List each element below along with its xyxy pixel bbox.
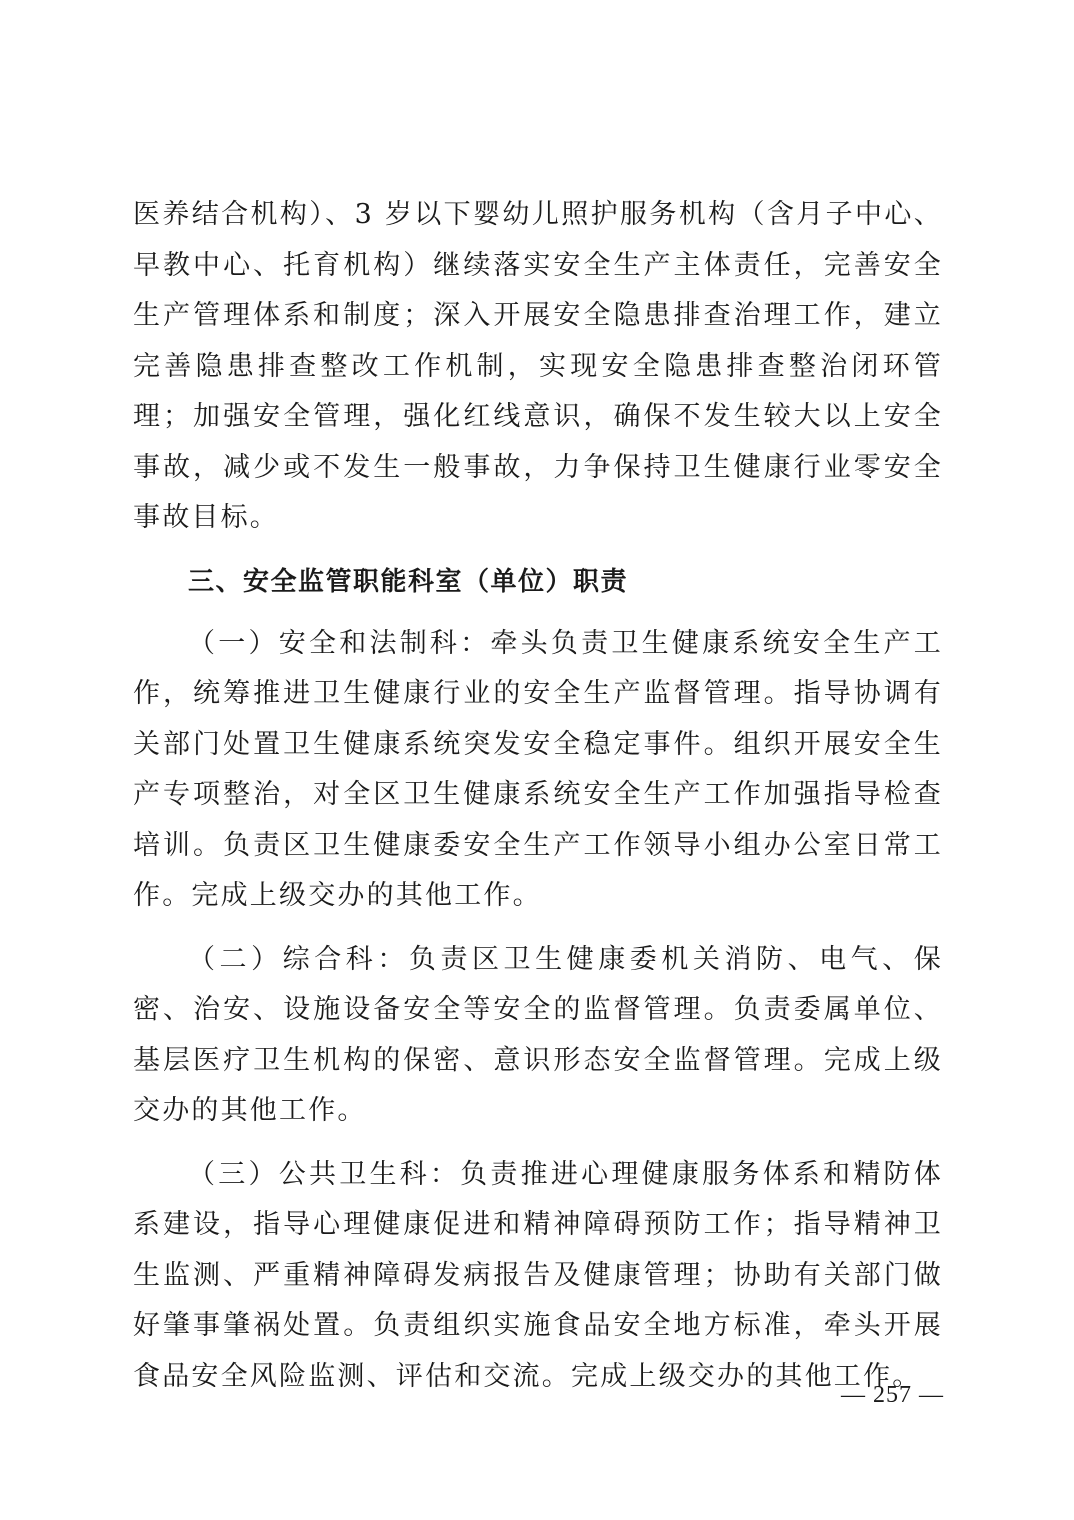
duty-item-safety-legal: （一）安全和法制科：牵头负责卫生健康系统安全生产工作，统筹推进卫生健康行业的安全生产监督管理。指导协调有关部门处置卫生健康系统突发安全稳定事件。组织开展安全生产专项整治，对全区卫生健康系统安全生产工作加强指导检查培训。负责区卫生健康委安全生产工作领导小组办公室日常工作。完成上级交办的其他工作。 xyxy=(133,627,943,911)
page-number: — 257 — xyxy=(841,1382,944,1408)
body-text xyxy=(133,190,943,1415)
duty-item-public-health: （三）公共卫生科：负责推进心理健康服务体系和精防体系建设，指导心理健康促进和精神障碍预防工作；指导精神卫生监测、严重精神障碍发病报告及健康管理；协助有关部门做好肇事肇祸处置。负责组织实施食品安全地方标准，牵头开展食品安全风险监测、评估和交流。完成上级交办的其他工作。 xyxy=(133,1158,943,1392)
section-heading: 三、安全监管职能科室（单位）职责 xyxy=(188,566,629,597)
continued-paragraph: 医养结合机构）、3 岁以下婴幼儿照护服务机构（含月子中心、早教中心、托育机构）继续落实安全生产主体责任，完善安全生产管理体系和制度；深入开展安全隐患排查治理工作，建立完善隐患排查整改工作机制，实现安全隐患排查整治闭环管理；加强安全管理，强化红线意识，确保不发生较大以上安全事故，减少或不发生一般事故，力争保持卫生健康行业零安全事故目标。 xyxy=(133,199,943,533)
duty-item-general-office: （二）综合科：负责区卫生健康委机关消防、电气、保密、治安、设施设备安全等安全的监督管理。负责委属单位、基层医疗卫生机构的保密、意识形态安全监督管理。完成上级交办的其他工作。 xyxy=(133,943,943,1126)
